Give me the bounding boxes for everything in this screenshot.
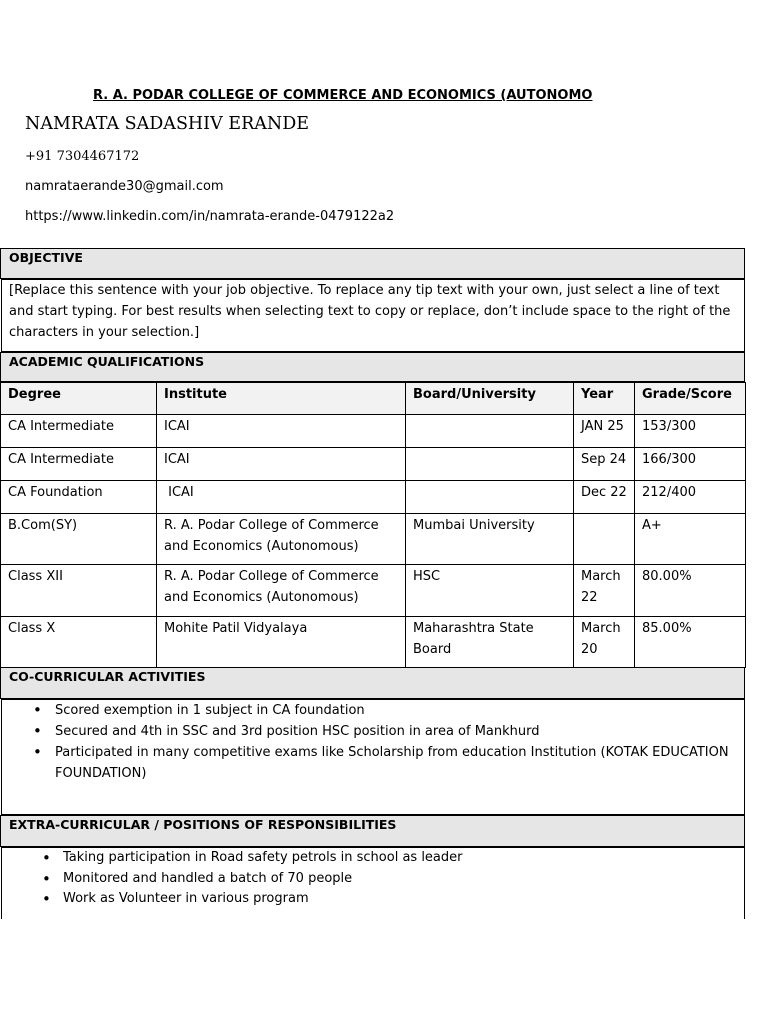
cell-degree: CA Intermediate — [1, 415, 157, 448]
cell-grade: A+ — [635, 514, 746, 565]
cell-grade: 80.00% — [635, 565, 746, 617]
cell-institute: Mohite Patil Vidyalaya — [157, 617, 406, 668]
cell-grade: 166/300 — [635, 448, 746, 481]
academic-table — [0, 382, 746, 668]
cell-year: JAN 25 — [574, 415, 635, 448]
table-row — [1, 565, 746, 617]
cell-degree: CA Foundation — [1, 481, 157, 514]
extra-curricular-box — [1, 847, 745, 919]
table-row — [1, 448, 746, 481]
cell-institute: R. A. Podar College of Commerce and Economics (Autonomous) — [157, 514, 406, 565]
column-header-year: Year — [574, 383, 635, 415]
cell-degree: Class X — [1, 617, 157, 668]
cell-degree: B.Com(SY) — [1, 514, 157, 565]
co-curricular-header: CO-CURRICULAR ACTIVITIES — [0, 667, 745, 699]
academic-header: ACADEMIC QUALIFICATIONS — [0, 352, 745, 382]
column-header-board: Board/University — [406, 383, 574, 415]
linkedin-link[interactable]: https://www.linkedin.com/in/namrata-erande-0479122a2 — [25, 209, 395, 224]
cell-grade: 85.00% — [635, 617, 746, 668]
list-item: • Taking participation in Road safety petrols in school as leader — [2, 848, 744, 869]
cell-year: March 20 — [574, 617, 635, 668]
table-row — [1, 514, 746, 565]
cell-board — [406, 448, 574, 481]
cell-degree: Class XII — [1, 565, 157, 617]
cell-institute: ICAI — [157, 415, 406, 448]
cell-institute: ICAI — [157, 481, 406, 514]
extra-curricular-header: EXTRA-CURRICULAR / POSITIONS OF RESPONSIBILITIES — [0, 815, 745, 847]
table-row — [1, 617, 746, 668]
list-item: • Work as Volunteer in various program — [2, 889, 744, 910]
objective-text: [Replace this sentence with your job objective. To replace any tip text with your own, just select a line of text and start typing. For best results when selecting text to copy or replace, don’t include space to the right of the characters in your selection.] — [9, 283, 731, 340]
cell-board: Maharashtra State Board — [406, 617, 574, 668]
co-curricular-list — [2, 700, 744, 784]
column-header-degree: Degree — [1, 383, 157, 415]
email-address[interactable]: namrataerande30@gmail.com — [25, 179, 224, 194]
table-row — [1, 415, 746, 448]
college-name: R. A. PODAR COLLEGE OF COMMERCE AND ECONOMICS (AUTONOMO — [93, 88, 593, 103]
cell-grade: 212/400 — [635, 481, 746, 514]
co-curricular-box — [1, 699, 745, 815]
cell-board — [406, 415, 574, 448]
cell-institute: R. A. Podar College of Commerce and Economics (Autonomous) — [157, 565, 406, 617]
phone-number: +91 7304467172 — [25, 149, 140, 164]
cell-year: Dec 22 — [574, 481, 635, 514]
column-header-grade: Grade/Score — [635, 383, 746, 415]
objective-header: OBJECTIVE — [0, 248, 745, 279]
cell-year: Sep 24 — [574, 448, 635, 481]
cell-board — [406, 481, 574, 514]
cell-year: March 22 — [574, 565, 635, 617]
table-header-row — [1, 383, 746, 415]
cell-board: Mumbai University — [406, 514, 574, 565]
cell-board: HSC — [406, 565, 574, 617]
cell-institute: ICAI — [157, 448, 406, 481]
objective-box — [1, 279, 745, 352]
cell-degree: CA Intermediate — [1, 448, 157, 481]
table-row — [1, 481, 746, 514]
column-header-institute: Institute — [157, 383, 406, 415]
list-item: • Secured and 4th in SSC and 3rd position HSC position in area of Mankhurd — [2, 721, 744, 742]
cell-grade: 153/300 — [635, 415, 746, 448]
candidate-name: NAMRATA SADASHIV ERANDE — [25, 114, 310, 134]
list-item: • Participated in many competitive exams like Scholarship from education Institution (KOTAK EDUCATION FOUNDATION) — [2, 742, 744, 784]
extra-curricular-list — [2, 848, 744, 910]
list-item: • Monitored and handled a batch of 70 people — [2, 869, 744, 890]
cell-year — [574, 514, 635, 565]
list-item: • Scored exemption in 1 subject in CA foundation — [2, 700, 744, 721]
